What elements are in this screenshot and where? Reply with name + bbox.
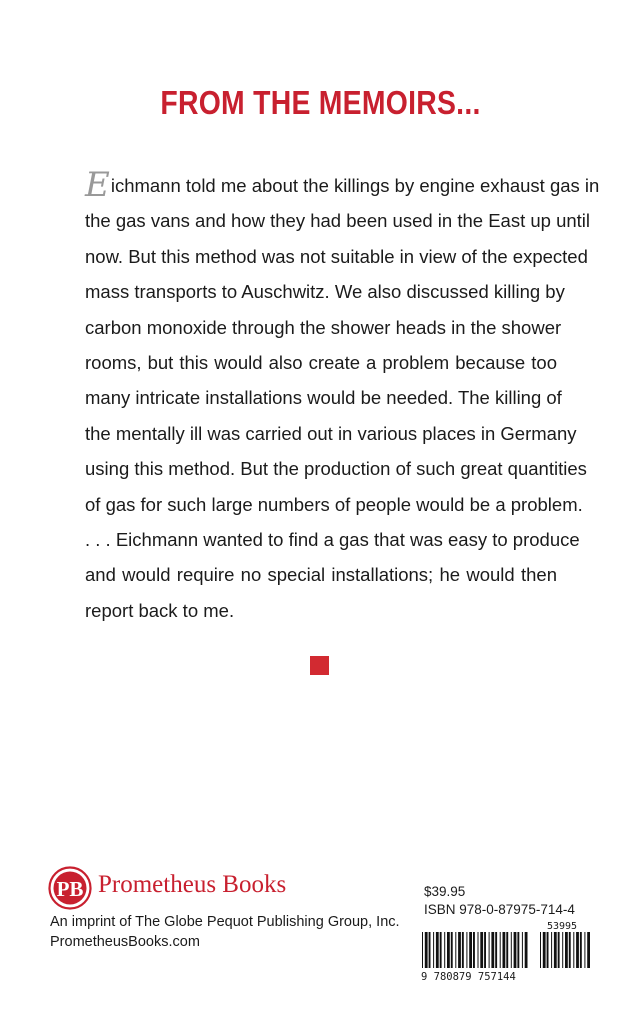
excerpt-line: of gas for such large numbers of people would be a problem. bbox=[85, 493, 583, 515]
barcode-bar bbox=[511, 932, 512, 968]
barcode-bar bbox=[500, 932, 501, 968]
barcode-bar bbox=[469, 932, 472, 968]
barcode-bar bbox=[478, 932, 479, 968]
logo-letters: PB bbox=[56, 877, 84, 901]
barcode-bar bbox=[514, 932, 517, 968]
excerpt-line: rooms, but this would also create a problem because too bbox=[85, 352, 557, 374]
barcode-bar bbox=[433, 932, 434, 968]
barcode-bar bbox=[576, 932, 579, 968]
excerpt-line: the gas vans and how they had been used in the East up until bbox=[85, 210, 591, 232]
barcode-bar bbox=[562, 932, 563, 968]
prometheus-logo-icon bbox=[48, 866, 92, 910]
barcode-bar bbox=[573, 932, 574, 968]
imprint-line: An imprint of The Globe Pequot Publishing Group, Inc. bbox=[50, 914, 400, 930]
excerpt-line: using this method. But the production of such great quantities bbox=[85, 458, 587, 480]
barcode-bar bbox=[580, 932, 582, 968]
barcode-bar bbox=[495, 932, 497, 968]
back-cover-heading: FROM THE MEMOIRS... bbox=[160, 84, 481, 121]
barcode-bar bbox=[517, 932, 519, 968]
barcode-bar bbox=[458, 932, 461, 968]
excerpt-line: report back to me. bbox=[85, 599, 235, 621]
excerpt-line: the mentally ill was carried out in various places in Germany bbox=[85, 422, 577, 444]
barcode-bar bbox=[447, 932, 450, 968]
barcode-bar bbox=[473, 932, 475, 968]
barcode-digits: 9 780879 757144 bbox=[421, 971, 516, 982]
barcode-bar bbox=[547, 932, 549, 968]
barcode-bar bbox=[440, 932, 442, 968]
barcode-bar bbox=[543, 932, 546, 968]
barcode-bar bbox=[436, 932, 439, 968]
barcode-bar bbox=[491, 932, 494, 968]
excerpt-line: Eichmann told me about the killings by engine exhaust gas in bbox=[85, 165, 600, 205]
barcode-bar bbox=[587, 932, 590, 968]
barcode-bar bbox=[525, 932, 528, 968]
barcode-bar bbox=[503, 932, 506, 968]
barcode-bar bbox=[422, 932, 423, 968]
barcode-bar bbox=[554, 932, 557, 968]
barcode-bar bbox=[565, 932, 568, 968]
barcode-bar bbox=[451, 932, 453, 968]
isbn-label: ISBN 978-0-87975-714-4 bbox=[424, 902, 575, 917]
barcode-bars bbox=[422, 932, 528, 968]
excerpt-line: mass transports to Auschwitz. We also discussed killing by bbox=[85, 281, 565, 303]
excerpt-line: . . . Eichmann wanted to find a gas that was easy to produce bbox=[85, 529, 580, 551]
barcode-bar bbox=[429, 932, 431, 968]
barcode-bar bbox=[484, 932, 486, 968]
barcode-bar bbox=[551, 932, 552, 968]
barcode-bar bbox=[455, 932, 456, 968]
barcode-bar bbox=[425, 932, 428, 968]
ornament-square bbox=[310, 656, 329, 675]
price-code-text: 53995 bbox=[546, 921, 578, 932]
drop-cap: E bbox=[85, 165, 110, 205]
retail-block bbox=[420, 884, 600, 984]
excerpt-line: many intricate installations would be needed. The killing of bbox=[85, 387, 562, 409]
excerpt-line: and would require no special installations; he would then bbox=[85, 564, 557, 586]
publisher-website: PrometheusBooks.com bbox=[50, 934, 200, 950]
barcode-bar bbox=[480, 932, 483, 968]
barcode-bar bbox=[489, 932, 490, 968]
isbn-barcode bbox=[420, 920, 598, 982]
barcode-bar bbox=[506, 932, 508, 968]
excerpt-line: now. But this method was not suitable in view of the expected bbox=[85, 245, 588, 267]
price-code-bars bbox=[540, 932, 590, 968]
barcode-bar bbox=[444, 932, 445, 968]
barcode-bar bbox=[522, 932, 523, 968]
barcode-bar bbox=[540, 932, 541, 968]
barcode-bar bbox=[584, 932, 585, 968]
memoir-excerpt bbox=[85, 165, 600, 628]
barcode-bar bbox=[558, 932, 560, 968]
excerpt-line: carbon monoxide through the shower heads in the shower bbox=[85, 316, 562, 338]
publisher-block bbox=[44, 866, 400, 956]
barcode-bar bbox=[462, 932, 464, 968]
barcode-bar bbox=[466, 932, 467, 968]
barcode-bar bbox=[569, 932, 571, 968]
publisher-name: Prometheus Books bbox=[98, 871, 287, 898]
price-label: $39.95 bbox=[424, 884, 466, 899]
